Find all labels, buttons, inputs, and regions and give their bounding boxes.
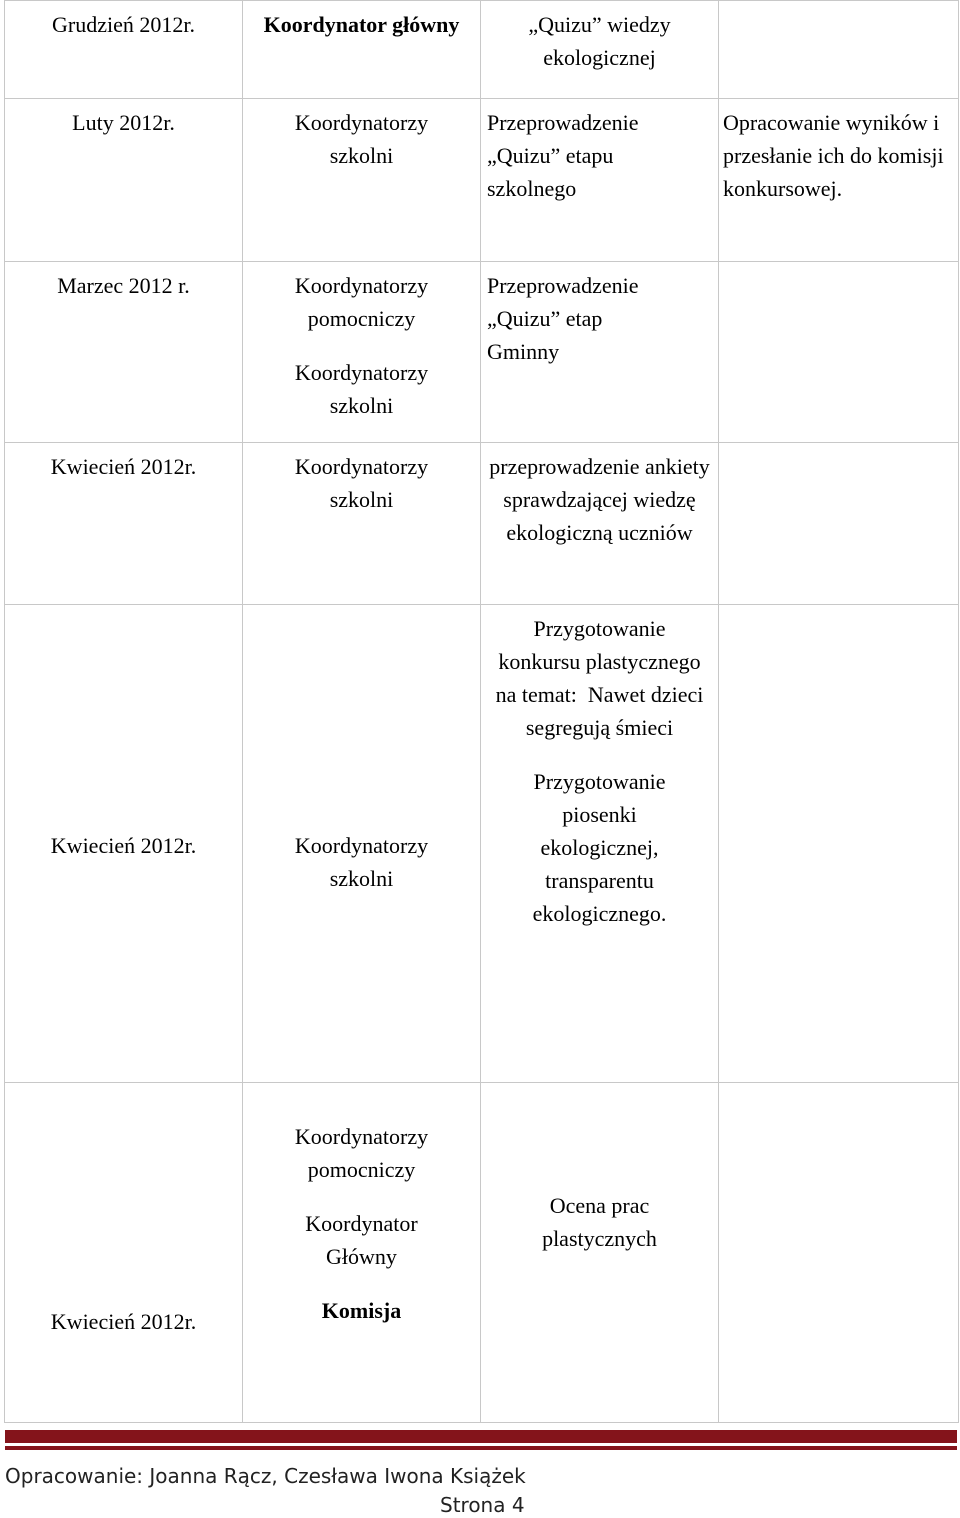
spacer (249, 335, 474, 356)
footer-rule-thick (5, 1430, 957, 1443)
who-text: Koordynatorzy szkolni (294, 360, 429, 418)
who-cell (243, 1, 481, 99)
who-text: Koordynatorzy szkolni (294, 833, 429, 891)
date-cell (5, 99, 243, 262)
who-text: Koordynatorzy szkolni (294, 110, 429, 168)
date-text: Luty 2012r. (72, 110, 175, 135)
task-cell (481, 605, 719, 1083)
table-row (5, 99, 959, 262)
date-text: Kwiecień 2012r. (50, 1309, 197, 1334)
spacer (249, 1273, 474, 1294)
task-text: przeprowadzenie ankiety sprawdzającej wiedzę ekologiczną uczniów (489, 454, 710, 545)
notes-cell (719, 1, 959, 99)
schedule-table (4, 0, 959, 1423)
who-text: Koordynatorzy pomocniczy (294, 1124, 429, 1182)
who-text: Koordynatorzy pomocniczy (294, 273, 429, 331)
date-text: Marzec 2012 r. (57, 273, 190, 298)
task-cell (481, 99, 719, 262)
date-cell (5, 443, 243, 605)
task-text: „Quizu” wiedzy ekologicznej (528, 12, 671, 70)
who-cell (243, 262, 481, 443)
date-cell (5, 1083, 243, 1423)
who-cell (243, 443, 481, 605)
task-text: Przygotowanie konkursu plastycznego na temat: Nawet dzieci segregują śmieci (495, 616, 709, 740)
notes-cell (719, 443, 959, 605)
table-row (5, 262, 959, 443)
task-cell (481, 443, 719, 605)
task-cell (481, 1083, 719, 1423)
task-cell (481, 262, 719, 443)
notes-cell (719, 605, 959, 1083)
spacer (487, 744, 712, 765)
footer-rule-thin (5, 1446, 957, 1450)
table-row (5, 1083, 959, 1423)
who-cell (243, 99, 481, 262)
date-cell (5, 1, 243, 99)
who-text: Koordynator Główny (305, 1211, 418, 1269)
notes-cell (719, 262, 959, 443)
task-text: Ocena prac plastycznych (542, 1193, 657, 1251)
who-text: Koordynatorzy szkolni (294, 454, 429, 512)
notes-cell (719, 1083, 959, 1423)
date-text: Kwiecień 2012r. (50, 454, 197, 479)
who-cell (243, 605, 481, 1083)
table-row (5, 443, 959, 605)
spacer (249, 1186, 474, 1207)
task-text: Przeprowadzenie „Quizu” etapu szkolnego (487, 110, 639, 201)
task-cell (481, 1, 719, 99)
who-cell (243, 1083, 481, 1423)
notes-text: Opracowanie wyników i przesłanie ich do komisji konkursowej. (723, 110, 944, 201)
date-text: Kwiecień 2012r. (50, 833, 197, 858)
notes-cell (719, 99, 959, 262)
who-text: Koordynator główny (263, 12, 460, 37)
table-row (5, 605, 959, 1083)
page-number: Strona 4 (440, 1493, 525, 1517)
footer-authors: Opracowanie: Joanna Rącz, Czesława Iwona Książek (5, 1464, 526, 1488)
task-text: Przeprowadzenie „Quizu” etap Gminny (487, 273, 639, 364)
date-text: Grudzień 2012r. (52, 12, 195, 37)
task-text: Przygotowanie piosenki ekologicznej, transparentu ekologicznego. (532, 769, 667, 926)
table-row (5, 1, 959, 99)
who-text: Komisja (321, 1298, 402, 1323)
date-cell (5, 605, 243, 1083)
date-cell (5, 262, 243, 443)
